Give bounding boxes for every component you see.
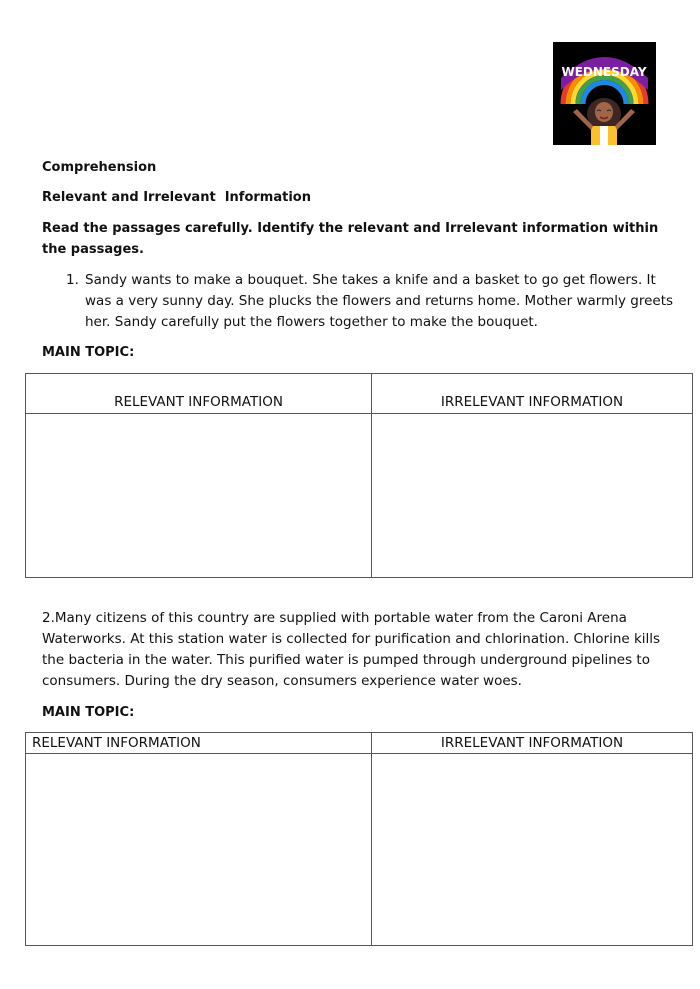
passage-1-line: Sandy wants to make a bouquet. She takes a knife and a basket to go get flowers. It <box>85 272 656 288</box>
instructions-line-2: the passages. <box>42 242 144 257</box>
table-1-relevant-cell[interactable] <box>26 414 372 578</box>
passage-2-line: the bacteria in the water. This purified water is pumped through underground pipelines to <box>42 652 650 668</box>
instructions-line-1: Read the passages carefully. Identify the relevant and Irrelevant information within <box>42 221 659 236</box>
passage-1-line: her. Sandy carefully put the flowers together to make the bouquet. <box>85 314 538 330</box>
passage-2-line: consumers. During the dry season, consumers experience water woes. <box>42 673 522 689</box>
passage-2-line: 2.Many citizens of this country are supplied with portable water from the Caroni Arena <box>42 610 627 626</box>
passage-1-number: 1. <box>66 272 79 288</box>
main-topic-1-label: MAIN TOPIC: <box>42 345 135 360</box>
table-2-relevant-cell[interactable] <box>26 754 372 946</box>
info-table-2 <box>25 732 693 946</box>
passage-2 <box>42 608 692 692</box>
table-1-irrelevant-cell[interactable] <box>372 414 693 578</box>
table-1-irrelevant-header: IRRELEVANT INFORMATION <box>372 374 693 414</box>
passage-2-line: Waterworks. At this station water is collected for purification and chlorination. Chlorine kills <box>42 631 661 647</box>
subheading: Relevant and Irrelevant Information <box>42 190 311 205</box>
info-table-1 <box>25 373 693 578</box>
table-2-irrelevant-header: IRRELEVANT INFORMATION <box>372 733 693 754</box>
passage-1-line: was a very sunny day. She plucks the flowers and returns home. Mother warmly greets <box>85 293 674 309</box>
passage-1 <box>85 270 685 333</box>
svg-text:WEDNESDAY: WEDNESDAY <box>561 65 647 79</box>
table-2-irrelevant-cell[interactable] <box>372 754 693 946</box>
table-2-relevant-header: RELEVANT INFORMATION <box>26 733 372 754</box>
table-1-relevant-header: RELEVANT INFORMATION <box>26 374 372 414</box>
wednesday-avatar-icon <box>553 42 656 145</box>
main-topic-2-label: MAIN TOPIC: <box>42 705 135 720</box>
heading: Comprehension <box>42 160 157 175</box>
